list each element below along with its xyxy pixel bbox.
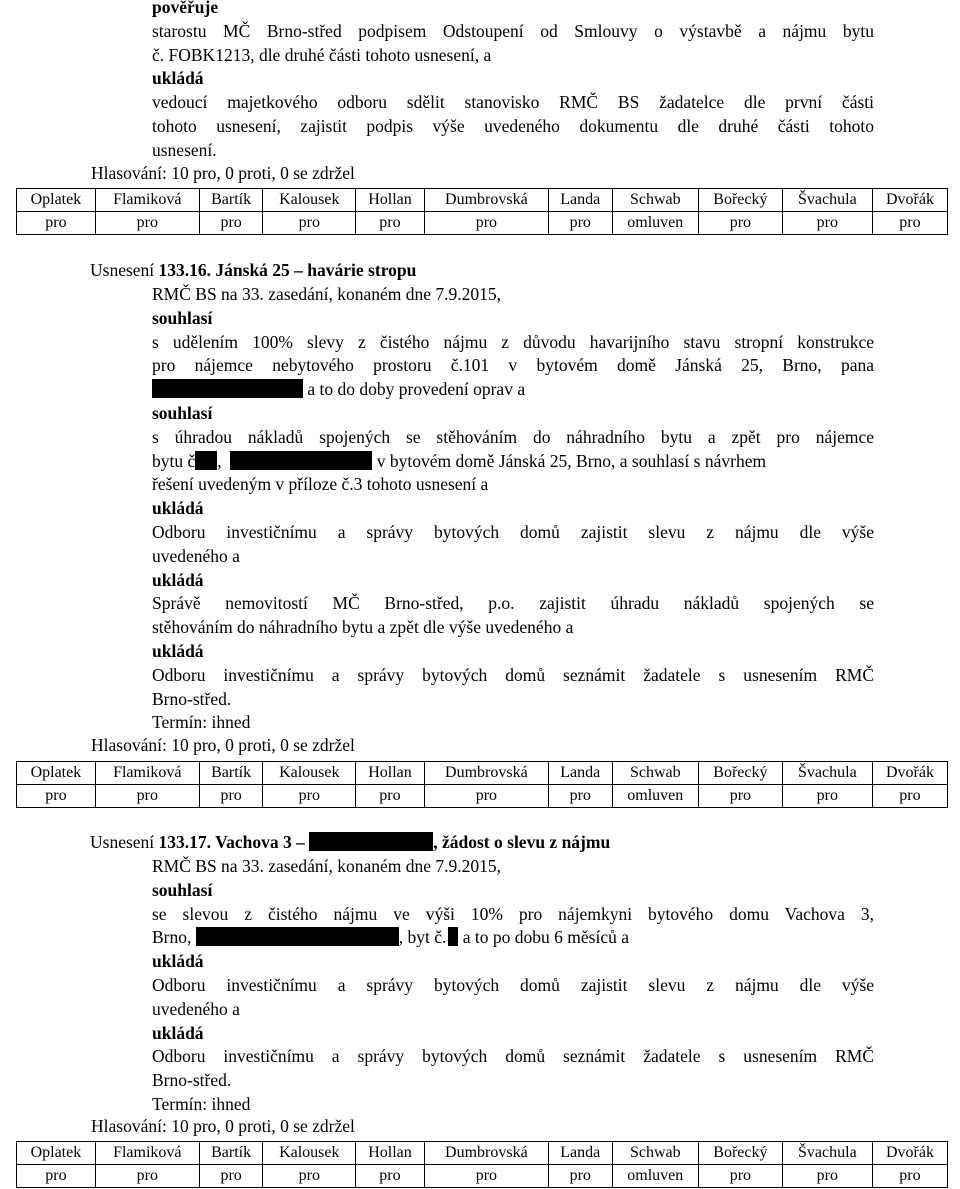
member-vote: pro: [424, 1165, 548, 1188]
vote-summary-17: Hlasování: 10 pro, 0 proti, 0 se zdržel: [91, 1116, 355, 1136]
member-name: Oplatek: [17, 1142, 96, 1165]
member-name: Flamiková: [95, 189, 199, 212]
res16-line-5c: v bytovém domě Jánská 25, Brno, a souhlasí s návrhem: [376, 450, 767, 471]
member-name: Landa: [548, 189, 612, 212]
vote-table-16: [16, 761, 948, 808]
vote-table-names-row: [17, 189, 948, 212]
res16-line-9: Správě nemovitostí MČ Brno-střed, p.o. zajistit úhradu nákladů spojených se: [152, 593, 874, 614]
member-name: Hollan: [356, 189, 425, 212]
redacted-number: [448, 927, 458, 946]
res16-line-2: pro nájemce nebytového prostoru č.101 v bytovém domě Jánská 25, Brno, pana: [152, 355, 874, 376]
redacted-name: [230, 451, 372, 470]
vote-table-17: [16, 1141, 948, 1188]
member-name: Schwab: [612, 1142, 698, 1165]
res17-line-3: Odboru investičnímu a správy bytových domů zajistit slevu z nájmu dle výše: [152, 974, 874, 995]
souhlasi-keyword: souhlasí: [152, 307, 213, 328]
member-name: Kalousek: [263, 1142, 356, 1165]
member-name: Dumbrovská: [424, 762, 548, 785]
member-name: Landa: [548, 1142, 612, 1165]
member-vote: pro: [263, 1165, 356, 1188]
vote-table-votes-row: [17, 1165, 948, 1188]
res16-line-3-text: a to do doby provedení oprav a: [307, 379, 526, 400]
res16-line-12: Brno-střed.: [152, 688, 232, 709]
meeting-line: RMČ BS na 33. zasedání, konaném dne 7.9.2015,: [152, 856, 501, 876]
member-name: Schwab: [612, 189, 698, 212]
member-vote: omluven: [612, 785, 698, 808]
res16-line-11: Odboru investičnímu a správy bytových domů seznámit žadatele s usnesením RMČ: [152, 664, 874, 685]
member-name: Bořecký: [698, 189, 782, 212]
member-name: Flamiková: [95, 1142, 199, 1165]
member-name: Hollan: [356, 1142, 425, 1165]
member-name: Landa: [548, 762, 612, 785]
res17-line-4: uvedeného a: [152, 998, 240, 1019]
member-vote: pro: [199, 212, 263, 235]
res16-line-6: řešení uvedeným v příloze č.3 tohoto usnesení a: [152, 474, 489, 495]
member-name: Bořecký: [698, 762, 782, 785]
resolution-16-body: [152, 283, 874, 735]
souhlasi-keyword: souhlasí: [152, 879, 213, 900]
member-name: Švachula: [782, 189, 872, 212]
vote-table-names-row: [17, 762, 948, 785]
vote-summary-16: Hlasování: 10 pro, 0 proti, 0 se zdržel: [91, 735, 355, 755]
souhlasi-keyword: souhlasí: [152, 402, 213, 423]
res17-line-6: Brno-střed.: [152, 1070, 232, 1091]
uklada-keyword: ukládá: [152, 640, 204, 661]
member-vote: pro: [95, 1165, 199, 1188]
resolution-number-title-b: , žádost o slevu z nájmu: [433, 832, 611, 852]
member-name: Dumbrovská: [424, 189, 548, 212]
member-name: Kalousek: [263, 762, 356, 785]
member-name: Bartík: [199, 189, 263, 212]
member-vote: pro: [263, 212, 356, 235]
member-vote: pro: [424, 212, 548, 235]
member-vote: pro: [548, 1165, 612, 1188]
member-vote: pro: [199, 785, 263, 808]
member-name: Dvořák: [872, 1142, 947, 1165]
member-vote: pro: [872, 212, 947, 235]
res16-line-10: stěhováním do náhradního bytu a zpět dle výše uvedeného a: [152, 617, 574, 638]
uklada-keyword: ukládá: [152, 68, 204, 89]
member-vote: pro: [548, 785, 612, 808]
redacted-name: [309, 832, 433, 851]
redacted-name: [152, 379, 303, 398]
member-name: Švachula: [782, 1142, 872, 1165]
resolution-16-heading: [90, 259, 416, 283]
vote-table-votes-row: [17, 212, 948, 235]
member-name: Švachula: [782, 762, 872, 785]
res17-line-2c: a to po dobu 6 měsíců a: [462, 927, 629, 948]
member-vote: pro: [782, 212, 872, 235]
member-vote: pro: [548, 212, 612, 235]
top-line-1: starostu MČ Brno-střed podpisem Odstoupení od Smlouvy o výstavbě a nájmu bytu: [152, 20, 874, 41]
member-name: Dumbrovská: [424, 1142, 548, 1165]
member-vote: pro: [356, 212, 425, 235]
resolution-label: Usnesení: [90, 832, 155, 852]
resolution-number-title-a: 133.17. Vachova 3 –: [158, 832, 305, 852]
member-name: Kalousek: [263, 189, 356, 212]
member-vote: pro: [356, 785, 425, 808]
uklada-keyword: ukládá: [152, 569, 204, 590]
member-name: Dvořák: [872, 762, 947, 785]
member-vote: pro: [95, 212, 199, 235]
poveruje-keyword: pověřuje: [152, 0, 219, 17]
member-vote: pro: [199, 1165, 263, 1188]
res16-line-5a: bytu č: [152, 450, 196, 471]
res16-line-3: [152, 378, 874, 402]
member-vote: omluven: [612, 1165, 698, 1188]
member-name: Bartík: [199, 762, 263, 785]
member-vote: pro: [424, 785, 548, 808]
member-name: Bartík: [199, 1142, 263, 1165]
member-vote: pro: [263, 785, 356, 808]
vote-summary-top: Hlasování: 10 pro, 0 proti, 0 se zdržel: [91, 163, 355, 183]
vote-table-votes-row: [17, 785, 948, 808]
resolution-17-body: [152, 855, 874, 1117]
vote-table-top: [16, 188, 948, 235]
resolution-number-title: 133.16. Jánská 25 – havárie stropu: [158, 260, 417, 280]
vote-table-names-row: [17, 1142, 948, 1165]
uklada-keyword: ukládá: [152, 498, 204, 519]
member-name: Oplatek: [17, 762, 96, 785]
member-vote: pro: [95, 785, 199, 808]
member-name: Hollan: [356, 762, 425, 785]
top-resolution-body: [152, 0, 874, 163]
res17-line-1: se slevou z čistého nájmu ve výši 10% pro nájemkyni bytového domu Vachova 3,: [152, 903, 874, 924]
member-vote: pro: [872, 1165, 947, 1188]
member-vote: pro: [17, 1165, 96, 1188]
member-vote: pro: [698, 212, 782, 235]
redacted-name: [196, 927, 399, 946]
meeting-line: RMČ BS na 33. zasedání, konaném dne 7.9.2015,: [152, 284, 501, 304]
res17-line-2a: Brno,: [152, 927, 192, 948]
member-name: Oplatek: [17, 189, 96, 212]
termin-line: Termín: ihned: [152, 1093, 251, 1114]
top-line-3: vedoucí majetkového odboru sdělit stanovisko RMČ BS žadatelce dle první části: [152, 92, 874, 113]
member-vote: pro: [17, 212, 96, 235]
resolution-17-heading: [90, 831, 610, 855]
res17-line-2: [152, 926, 874, 950]
uklada-keyword: ukládá: [152, 951, 204, 972]
member-name: Bořecký: [698, 1142, 782, 1165]
member-vote: pro: [872, 785, 947, 808]
res16-line-5b: ,: [217, 450, 222, 471]
res17-line-2b: , byt č.: [398, 927, 447, 948]
member-vote: pro: [356, 1165, 425, 1188]
res17-line-5: Odboru investičnímu a správy bytových domů seznámit žadatele s usnesením RMČ: [152, 1046, 874, 1067]
res16-line-5: [152, 450, 874, 474]
member-vote: pro: [782, 785, 872, 808]
redacted-number: [195, 451, 217, 470]
termin-line: Termín: ihned: [152, 712, 251, 733]
member-vote: pro: [782, 1165, 872, 1188]
top-line-2: č. FOBK1213, dle druhé části tohoto usnesení, a: [152, 44, 492, 65]
top-line-4: tohoto usnesení, zajistit podpis výše uvedeného dokumentu dle druhé části tohoto: [152, 115, 874, 136]
member-name: Dvořák: [872, 189, 947, 212]
top-line-5: usnesení.: [152, 139, 217, 160]
resolution-label: Usnesení: [90, 260, 155, 280]
res16-line-1: s udělením 100% slevy z čistého nájmu z důvodu havarijního stavu stropní konstrukce: [152, 331, 874, 352]
res16-line-8: uvedeného a: [152, 545, 240, 566]
member-vote: pro: [17, 785, 96, 808]
member-name: Schwab: [612, 762, 698, 785]
member-vote: pro: [698, 1165, 782, 1188]
res16-line-7: Odboru investičnímu a správy bytových domů zajistit slevu z nájmu dle výše: [152, 521, 874, 542]
member-name: Flamiková: [95, 762, 199, 785]
res16-line-4: s úhradou nákladů spojených se stěhováním do náhradního bytu a zpět pro nájemce: [152, 426, 874, 447]
member-vote: omluven: [612, 212, 698, 235]
uklada-keyword: ukládá: [152, 1022, 204, 1043]
member-vote: pro: [698, 785, 782, 808]
